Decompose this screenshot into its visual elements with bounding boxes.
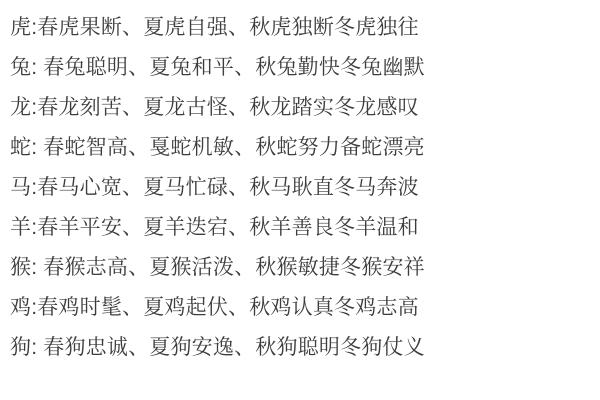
text-line: 虎:春虎果断、夏虎自强、秋虎独断冬虎独往 — [10, 16, 419, 39]
text-line: 龙:春龙刻苦、夏龙古怪、秋龙踏实冬龙感叹 — [10, 96, 419, 119]
text-line: 羊:春羊平安、夏羊迭宕、秋羊善良冬羊温和 — [10, 216, 419, 239]
text-line: 兔: 春兔聪明、夏兔和平、秋兔勤快冬兔幽默 — [10, 56, 425, 79]
text-line: 猴: 春猴志高、夏猴活泼、秋猴敏捷冬猴安祥 — [10, 256, 425, 279]
text-line: 狗: 春狗忠诚、夏狗安逸、秋狗聪明冬狗仗义 — [10, 336, 425, 359]
text-line: 鸡:春鸡时髦、夏鸡起伏、秋鸡认真冬鸡志高 — [10, 296, 419, 319]
text-line: 马:春马心宽、夏马忙碌、秋马耿直冬马奔波 — [10, 176, 419, 199]
text-line: 蛇: 春蛇智高、戛蛇机敏、秋蛇努力备蛇漂亮 — [10, 136, 425, 159]
